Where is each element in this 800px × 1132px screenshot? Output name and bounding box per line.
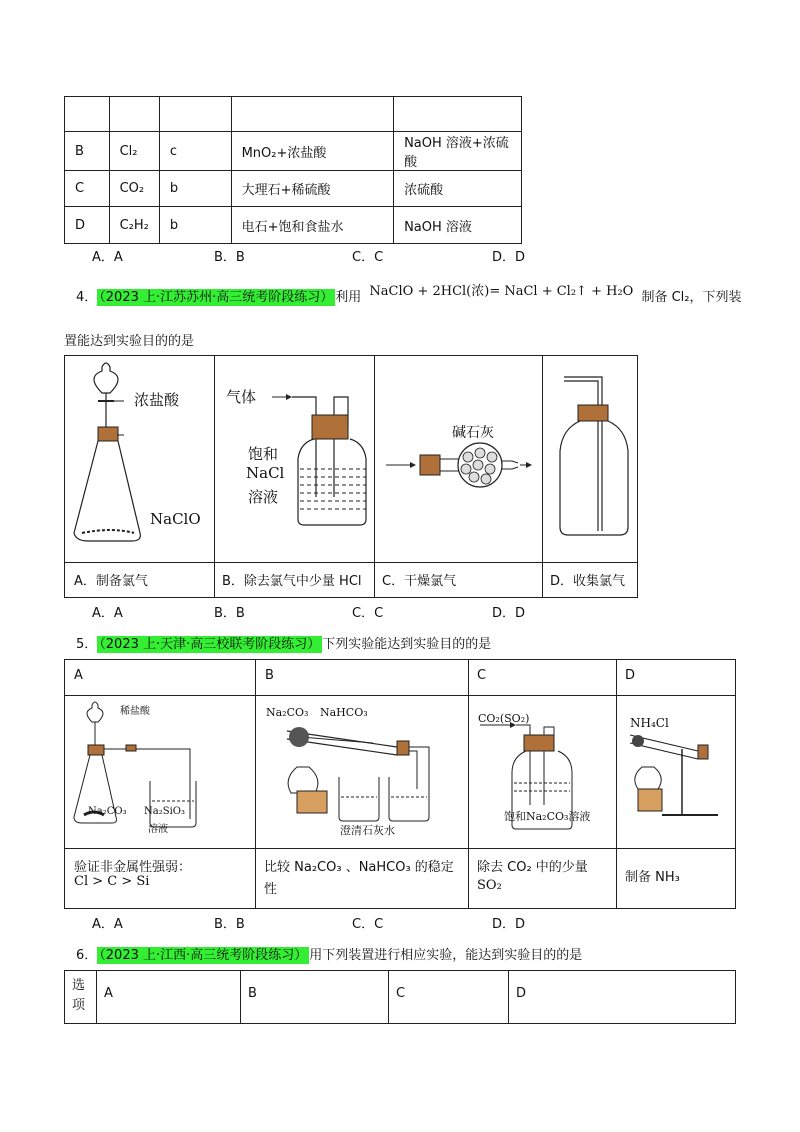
divider — [374, 355, 375, 598]
stem-text: 利用 — [335, 290, 362, 305]
desc-d-line1: 制备 NH₃ — [625, 870, 680, 885]
option-c[interactable]: C．C — [352, 606, 384, 621]
q6-header-option: 选 项 — [72, 978, 86, 1013]
question-number: 4． — [76, 290, 98, 305]
label-solution: 溶液 — [248, 488, 279, 506]
q6-header-c: C — [396, 986, 406, 1001]
stem-text: 下列实验能达到实验目的的是 — [322, 637, 492, 652]
divider — [64, 695, 736, 696]
divider — [64, 848, 736, 849]
table-cell — [109, 97, 159, 132]
stem-text-after: 制备 Cl₂，下列装 — [641, 290, 742, 305]
divider — [388, 970, 389, 1024]
table1 — [64, 96, 522, 244]
option-a[interactable]: A．A — [92, 250, 123, 265]
label-lime-water: 澄清石灰水 — [340, 824, 395, 837]
source-tag: （2023 上·江苏苏州·高三统考阶段练习） — [99, 290, 334, 305]
source-tag: （2023 上·江西·高三统考阶段练习） — [99, 948, 308, 963]
divider — [214, 355, 215, 598]
option-b[interactable]: B．B — [214, 917, 245, 932]
table-cell: C — [65, 171, 110, 207]
q5-header-b: B — [265, 668, 274, 683]
table-cell: b — [159, 207, 231, 244]
table-row — [65, 171, 522, 207]
table-cell — [231, 97, 394, 132]
equation: NaClO + 2HCl(浓)= NaCl + Cl₂↑ + H₂O — [369, 284, 634, 299]
table-cell: CO₂ — [109, 171, 159, 207]
table-cell: NaOH 溶液 — [394, 207, 522, 244]
question-number: 5． — [76, 637, 98, 652]
desc-a-line2: Cl > C > Si — [74, 874, 150, 889]
label-na2sio3: Na₂SiO₃ — [144, 806, 185, 817]
table-cell: c — [159, 132, 231, 171]
table-cell — [159, 97, 231, 132]
q6-header-a: A — [104, 986, 113, 1001]
table-cell: C₂H₂ — [109, 207, 159, 244]
desc-b-line2: 性 — [264, 882, 278, 897]
label-sat-na2co3: 饱和Na₂CO₃溶液 — [504, 810, 591, 823]
q4-stem-line2: 置能达到实验目的的是 — [64, 334, 195, 349]
table-cell: 浓硫酸 — [394, 171, 522, 207]
option-c[interactable]: C．C — [352, 250, 384, 265]
label-naclo: NaClO — [150, 510, 201, 528]
label-nacl: NaCl — [246, 464, 285, 482]
table-cell: NaOH 溶液+浓硫酸 — [394, 132, 522, 171]
table-cell: D — [65, 207, 110, 244]
option-c[interactable]: C．C — [352, 917, 384, 932]
label-b-nahco3: NaHCO₃ — [320, 706, 368, 719]
divider — [508, 970, 509, 1024]
label-b-na2co3: Na₂CO₃ — [266, 706, 309, 719]
label-gas: 气体 — [226, 388, 257, 406]
table-cell — [65, 97, 110, 132]
stem-text: 用下列装置进行相应实验，能达到实验目的的是 — [309, 948, 583, 963]
q5-header-c: C — [477, 668, 487, 683]
table-cell: b — [159, 171, 231, 207]
table-cell: 电石+饱和食盐水 — [231, 207, 394, 244]
option-b[interactable]: B．B — [214, 606, 245, 621]
option-a[interactable]: A．A — [92, 606, 123, 621]
table-row — [65, 132, 522, 171]
apparatus-c-drying-tube-icon — [376, 357, 540, 559]
caption-a: A．制备氯气 — [74, 574, 148, 589]
table-row — [65, 97, 522, 132]
divider — [542, 355, 543, 598]
caption-c: C．干燥氯气 — [382, 574, 457, 589]
label-sat: 饱和 — [248, 445, 279, 463]
desc-c-line2: SO₂ — [477, 878, 502, 893]
q5-header-a: A — [74, 668, 83, 683]
option-d[interactable]: D．D — [492, 606, 526, 621]
desc-c-line1: 除去 CO₂ 中的少量 — [477, 860, 588, 875]
caption-d: D．收集氯气 — [550, 574, 626, 589]
divider — [64, 562, 638, 563]
table-row — [65, 207, 522, 244]
option-a[interactable]: A．A — [92, 917, 123, 932]
q6-header-b: B — [248, 986, 257, 1001]
label-dilute-hcl: 稀盐酸 — [120, 706, 150, 717]
label-sol: 溶液 — [148, 824, 168, 835]
divider — [255, 659, 256, 909]
divider — [240, 970, 241, 1024]
label-na2co3: Na₂CO₃ — [88, 806, 127, 817]
label-nh4cl: NH₄Cl — [630, 716, 669, 730]
divider — [96, 970, 97, 1024]
desc-a-line1: 验证非金属性强弱： — [74, 860, 192, 875]
desc-b-line1: 比较 Na₂CO₃ 、NaHCO₃ 的稳定 — [264, 860, 454, 875]
caption-b: B．除去氯气中少量 HCl — [222, 574, 362, 589]
table-cell: MnO₂+浓盐酸 — [231, 132, 394, 171]
option-b[interactable]: B．B — [214, 250, 245, 265]
q5-stem — [76, 633, 491, 652]
label-soda-lime: 碱石灰 — [452, 425, 494, 441]
table-cell: Cl₂ — [109, 132, 159, 171]
apparatus-d-collect-bottle-icon — [544, 357, 636, 559]
option-d[interactable]: D．D — [492, 917, 526, 932]
divider — [468, 659, 469, 909]
table-cell — [394, 97, 522, 132]
q5-header-d: D — [625, 668, 636, 683]
label-co2-so2: CO₂(SO₂) — [478, 712, 530, 725]
divider — [616, 659, 617, 909]
q4-stem — [76, 286, 742, 305]
question-number: 6． — [76, 948, 98, 963]
q6-stem — [76, 944, 582, 963]
q6-header-d: D — [516, 986, 527, 1001]
option-d[interactable]: D．D — [492, 250, 526, 265]
table-cell: 大理石+稀硫酸 — [231, 171, 394, 207]
apparatus-a-flask-icon — [66, 357, 212, 559]
source-tag: （2023 上·天津·高三校联考阶段练习） — [99, 637, 321, 652]
table-cell: B — [65, 132, 110, 171]
label-conc-hcl: 浓盐酸 — [134, 391, 180, 409]
